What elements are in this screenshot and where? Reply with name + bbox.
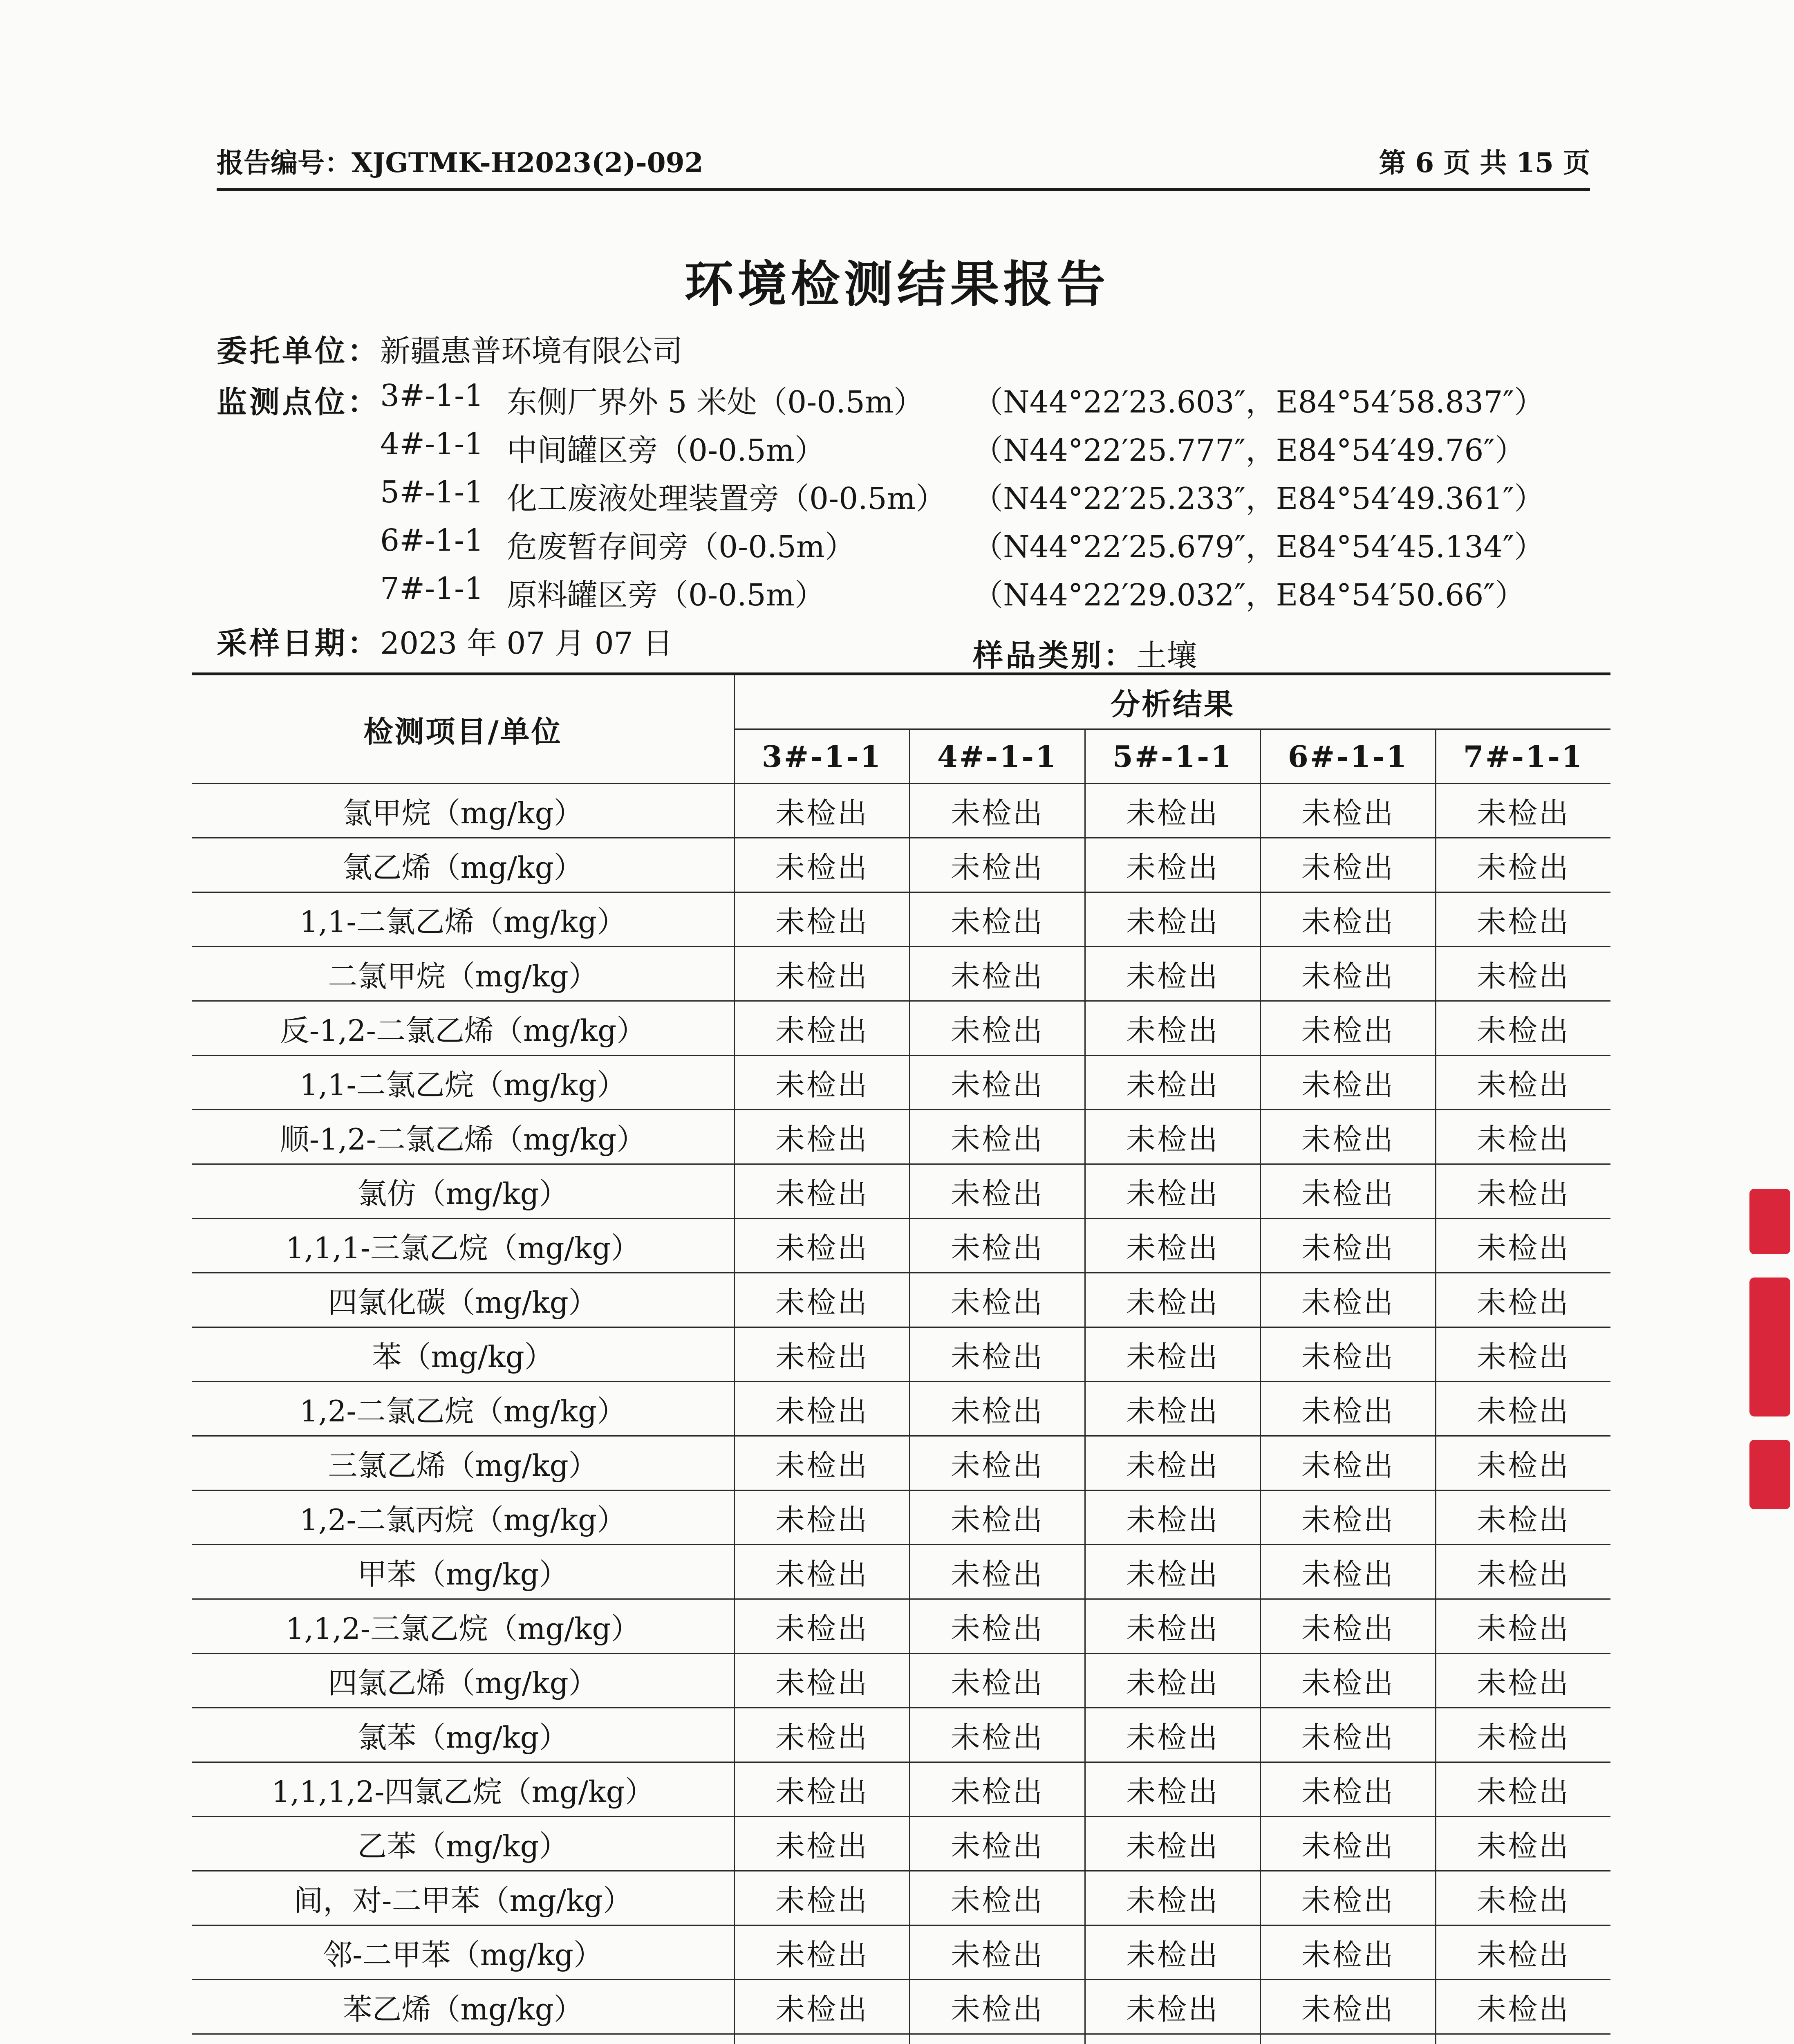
table-cell-result xyxy=(909,2035,1084,2044)
table-row-item: 氯仿（mg/kg） xyxy=(192,1165,734,1219)
table-cell-result: 未检出 xyxy=(734,1654,909,1708)
table-row-item: 甲苯（mg/kg） xyxy=(192,1545,734,1600)
table-cell-result: 未检出 xyxy=(909,1926,1084,1980)
table-cell-result: 未检出 xyxy=(1435,1002,1610,1056)
table-cell-result: 未检出 xyxy=(1435,1437,1610,1491)
table-cell-result: 未检出 xyxy=(734,784,909,838)
table-cell-result: 未检出 xyxy=(1084,1491,1260,1545)
site-id: 5#-1-1 xyxy=(380,475,484,510)
table-cell-result: 未检出 xyxy=(909,1980,1084,2035)
table-cell-result: 未检出 xyxy=(909,1654,1084,1708)
column-header-site: 3#-1-1 xyxy=(734,730,909,784)
table-cell-result: 未检出 xyxy=(1260,1219,1435,1273)
table-row-item: 1,2-二氯乙烷（mg/kg） xyxy=(192,1382,734,1437)
table-row-item: 间，对-二甲苯（mg/kg） xyxy=(192,1871,734,1926)
table-cell-result: 未检出 xyxy=(909,784,1084,838)
table-cell-result: 未检出 xyxy=(909,1219,1084,1273)
table-cell-result: 未检出 xyxy=(1084,1817,1260,1871)
table-cell-result: 未检出 xyxy=(909,1110,1084,1165)
table-cell-result: 未检出 xyxy=(1435,1871,1610,1926)
table-cell-result: 未检出 xyxy=(734,1002,909,1056)
table-cell-result: 未检出 xyxy=(1260,1382,1435,1437)
table-cell-result: 未检出 xyxy=(909,1056,1084,1110)
table-cell-result: 未检出 xyxy=(1435,893,1610,947)
table-cell-result: 未检出 xyxy=(1435,1817,1610,1871)
site-id: 6#-1-1 xyxy=(380,523,484,558)
results-table xyxy=(192,672,1610,2044)
table-cell-result: 未检出 xyxy=(1435,838,1610,893)
table-row-item: 1,1,1,2-四氯乙烷（mg/kg） xyxy=(192,1763,734,1817)
table-cell-result: 未检出 xyxy=(1084,1056,1260,1110)
table-cell-result xyxy=(1084,2035,1260,2044)
table-cell-result: 未检出 xyxy=(734,1926,909,1980)
table-cell-result: 未检出 xyxy=(1435,1491,1610,1545)
table-cell-result: 未检出 xyxy=(1260,1002,1435,1056)
table-cell-result: 未检出 xyxy=(734,838,909,893)
client-value: 新疆惠普环境有限公司 xyxy=(380,334,683,369)
table-row-item: 苯乙烯（mg/kg） xyxy=(192,1980,734,2035)
table-cell-result: 未检出 xyxy=(734,947,909,1002)
site-coordinates: （N44°22′29.032″，E84°54′50.66″） xyxy=(973,578,1525,613)
table-cell-result: 未检出 xyxy=(1260,1980,1435,2035)
table-row-item: 氯苯（mg/kg） xyxy=(192,1708,734,1763)
table-row-item: 四氯乙烯（mg/kg） xyxy=(192,1654,734,1708)
report-number xyxy=(217,141,703,180)
site-description: 危废暂存间旁（0-0.5m） xyxy=(507,529,855,565)
table-cell-result: 未检出 xyxy=(1260,1328,1435,1382)
table-cell-result: 未检出 xyxy=(1084,1980,1260,2035)
table-cell-result: 未检出 xyxy=(1435,1545,1610,1600)
table-cell-result: 未检出 xyxy=(909,1708,1084,1763)
column-header-site: 6#-1-1 xyxy=(1260,730,1435,784)
analysis-header: 分析结果 xyxy=(734,675,1610,730)
table-cell-result: 未检出 xyxy=(1435,1980,1610,2035)
table-row-item: 氯甲烷（mg/kg） xyxy=(192,784,734,838)
table-cell-result: 未检出 xyxy=(734,1056,909,1110)
table-cell-result: 未检出 xyxy=(1435,1056,1610,1110)
table-row-item: 1,1-二氯乙烯（mg/kg） xyxy=(192,893,734,947)
table-row-item: 乙苯（mg/kg） xyxy=(192,1817,734,1871)
table-cell-result: 未检出 xyxy=(909,1545,1084,1600)
site-coordinates: （N44°22′25.679″，E84°54′45.134″） xyxy=(973,529,1545,565)
table-cell-result: 未检出 xyxy=(1435,1600,1610,1654)
table-cell-result: 未检出 xyxy=(909,1817,1084,1871)
site-coordinates: （N44°22′25.233″，E84°54′49.361″） xyxy=(973,481,1545,516)
table-cell-result: 未检出 xyxy=(909,1273,1084,1328)
table-cell-result: 未检出 xyxy=(1260,1926,1435,1980)
site-id: 7#-1-1 xyxy=(380,571,484,606)
table-cell-result: 未检出 xyxy=(1260,1273,1435,1328)
table-cell-result: 未检出 xyxy=(1435,1708,1610,1763)
table-cell-result: 未检出 xyxy=(1260,1545,1435,1600)
table-cell-result xyxy=(1435,2035,1610,2044)
table-cell-result: 未检出 xyxy=(734,1165,909,1219)
table-cell-result: 未检出 xyxy=(1084,893,1260,947)
table-cell-result: 未检出 xyxy=(909,838,1084,893)
table-cell-result: 未检出 xyxy=(1435,1763,1610,1817)
table-cell-result: 未检出 xyxy=(1084,1110,1260,1165)
table-row-item: 苯（mg/kg） xyxy=(192,1328,734,1382)
table-cell-result: 未检出 xyxy=(1260,838,1435,893)
table-cell-result: 未检出 xyxy=(734,1110,909,1165)
table-cell-result: 未检出 xyxy=(1084,1328,1260,1382)
table-cell-result: 未检出 xyxy=(909,1382,1084,1437)
table-cell-result: 未检出 xyxy=(1260,1654,1435,1708)
table-cell-result: 未检出 xyxy=(1435,1165,1610,1219)
table-cell-result: 未检出 xyxy=(734,1219,909,1273)
site-description: 东侧厂界外 5 米处（0-0.5m） xyxy=(507,385,924,420)
client-line xyxy=(217,327,683,370)
table-cell-result: 未检出 xyxy=(734,1708,909,1763)
table-cell-result: 未检出 xyxy=(909,1165,1084,1219)
table-cell-result: 未检出 xyxy=(1260,1871,1435,1926)
site-description: 中间罐区旁（0-0.5m） xyxy=(507,433,825,468)
column-header-site: 4#-1-1 xyxy=(909,730,1084,784)
table-row-item: 氯乙烯（mg/kg） xyxy=(192,838,734,893)
sample-type-line xyxy=(973,632,1197,675)
table-row-item: 反-1,2-二氯乙烯（mg/kg） xyxy=(192,1002,734,1056)
table-cell-result: 未检出 xyxy=(1084,1273,1260,1328)
table-cell-result: 未检出 xyxy=(1084,1708,1260,1763)
table-cell-result: 未检出 xyxy=(1084,947,1260,1002)
table-cell-result: 未检出 xyxy=(734,1545,909,1600)
site-id: 4#-1-1 xyxy=(380,426,484,462)
table-row-item: 邻-二甲苯（mg/kg） xyxy=(192,1926,734,1980)
table-cell-result: 未检出 xyxy=(734,1328,909,1382)
table-cell-result: 未检出 xyxy=(1084,1219,1260,1273)
table-cell-result: 未检出 xyxy=(1260,1056,1435,1110)
table-cell-result xyxy=(734,2035,909,2044)
table-cell-result: 未检出 xyxy=(1260,1817,1435,1871)
table-cell-result: 未检出 xyxy=(1084,1437,1260,1491)
table-row-item: 三氯乙烯（mg/kg） xyxy=(192,1437,734,1491)
column-header-site: 5#-1-1 xyxy=(1084,730,1260,784)
table-cell-result xyxy=(1260,2035,1435,2044)
table-cell-result: 未检出 xyxy=(1260,1763,1435,1817)
table-cell-result: 未检出 xyxy=(1084,838,1260,893)
table-cell-result: 未检出 xyxy=(909,947,1084,1002)
sample-type-label: 样品类别： xyxy=(973,638,1136,673)
table-row-item xyxy=(192,2035,734,2044)
client-label: 委托单位： xyxy=(217,334,380,369)
table-cell-result: 未检出 xyxy=(734,1382,909,1437)
page-header xyxy=(217,141,1590,191)
table-cell-result: 未检出 xyxy=(1260,947,1435,1002)
column-header-site: 7#-1-1 xyxy=(1435,730,1610,784)
table-cell-result: 未检出 xyxy=(1435,1273,1610,1328)
sample-type-value: 土壤 xyxy=(1136,638,1197,673)
table-cell-result: 未检出 xyxy=(909,1491,1084,1545)
table-cell-result: 未检出 xyxy=(1084,784,1260,838)
table-cell-result: 未检出 xyxy=(1084,1002,1260,1056)
seal-stamp-fragment xyxy=(1745,1177,1794,1521)
table-row-item: 1,1,2-三氯乙烷（mg/kg） xyxy=(192,1600,734,1654)
table-cell-result: 未检出 xyxy=(1435,1382,1610,1437)
table-cell-result: 未检出 xyxy=(1435,1654,1610,1708)
site-coordinates: （N44°22′25.777″，E84°54′49.76″） xyxy=(973,433,1525,468)
table-cell-result: 未检出 xyxy=(1435,1110,1610,1165)
table-cell-result: 未检出 xyxy=(909,1328,1084,1382)
table-cell-result: 未检出 xyxy=(1260,1165,1435,1219)
table-row-item: 1,2-二氯丙烷（mg/kg） xyxy=(192,1491,734,1545)
table-cell-result: 未检出 xyxy=(1435,1926,1610,1980)
table-cell-result: 未检出 xyxy=(1084,1654,1260,1708)
table-cell-result: 未检出 xyxy=(909,893,1084,947)
table-cell-result: 未检出 xyxy=(734,1871,909,1926)
table-cell-result: 未检出 xyxy=(1260,1491,1435,1545)
table-row-item: 1,1-二氯乙烷（mg/kg） xyxy=(192,1056,734,1110)
table-cell-result: 未检出 xyxy=(1084,1165,1260,1219)
site-id: 3#-1-1 xyxy=(380,378,484,413)
table-cell-result: 未检出 xyxy=(1084,1600,1260,1654)
table-cell-result: 未检出 xyxy=(1084,1763,1260,1817)
table-cell-result: 未检出 xyxy=(734,893,909,947)
table-cell-result: 未检出 xyxy=(1084,1871,1260,1926)
table-cell-result: 未检出 xyxy=(734,1600,909,1654)
table-cell-result: 未检出 xyxy=(909,1871,1084,1926)
sampling-date-value: 2023 年 07 月 07 日 xyxy=(380,626,673,661)
sampling-date-line xyxy=(217,619,673,663)
site-description: 原料罐区旁（0-0.5m） xyxy=(507,578,825,613)
table-cell-result: 未检出 xyxy=(1260,1437,1435,1491)
table-cell-result: 未检出 xyxy=(1260,1708,1435,1763)
table-cell-result: 未检出 xyxy=(909,1763,1084,1817)
table-cell-result: 未检出 xyxy=(734,1763,909,1817)
table-row-item: 二氯甲烷（mg/kg） xyxy=(192,947,734,1002)
sampling-date-label: 采样日期： xyxy=(217,626,380,661)
table-cell-result: 未检出 xyxy=(1260,1600,1435,1654)
table-cell-result: 未检出 xyxy=(1260,784,1435,838)
table-cell-result: 未检出 xyxy=(1084,1382,1260,1437)
monitoring-label: 监测点位： xyxy=(217,385,380,420)
table-cell-result: 未检出 xyxy=(1084,1926,1260,1980)
table-cell-result: 未检出 xyxy=(909,1600,1084,1654)
table-cell-result: 未检出 xyxy=(734,1980,909,2035)
site-coordinates: （N44°22′23.603″，E84°54′58.837″） xyxy=(973,385,1545,420)
table-cell-result: 未检出 xyxy=(734,1273,909,1328)
table-row-item: 四氯化碳（mg/kg） xyxy=(192,1273,734,1328)
table-cell-result: 未检出 xyxy=(1260,893,1435,947)
table-row-item: 1,1,1-三氯乙烷（mg/kg） xyxy=(192,1219,734,1273)
table-cell-result: 未检出 xyxy=(734,1437,909,1491)
report-number-value: XJGTMK-H2023(2)-092 xyxy=(352,147,703,179)
table-cell-result: 未检出 xyxy=(1435,947,1610,1002)
table-cell-result: 未检出 xyxy=(909,1437,1084,1491)
item-header: 检测项目/单位 xyxy=(192,675,734,784)
table-cell-result: 未检出 xyxy=(1260,1110,1435,1165)
site-description: 化工废液处理装置旁（0-0.5m） xyxy=(507,481,946,516)
table-cell-result: 未检出 xyxy=(909,1002,1084,1056)
document-title: 环境检测结果报告 xyxy=(684,256,1110,313)
table-cell-result: 未检出 xyxy=(1084,1545,1260,1600)
table-row-item: 顺-1,2-二氯乙烯（mg/kg） xyxy=(192,1110,734,1165)
page-indicator: 第 6 页 共 15 页 xyxy=(1379,147,1590,179)
table-cell-result: 未检出 xyxy=(1435,1328,1610,1382)
table-cell-result: 未检出 xyxy=(1435,784,1610,838)
table-cell-result: 未检出 xyxy=(1435,1219,1610,1273)
table-cell-result: 未检出 xyxy=(734,1491,909,1545)
table-cell-result: 未检出 xyxy=(734,1817,909,1871)
report-number-label: 报告编号： xyxy=(217,147,352,179)
